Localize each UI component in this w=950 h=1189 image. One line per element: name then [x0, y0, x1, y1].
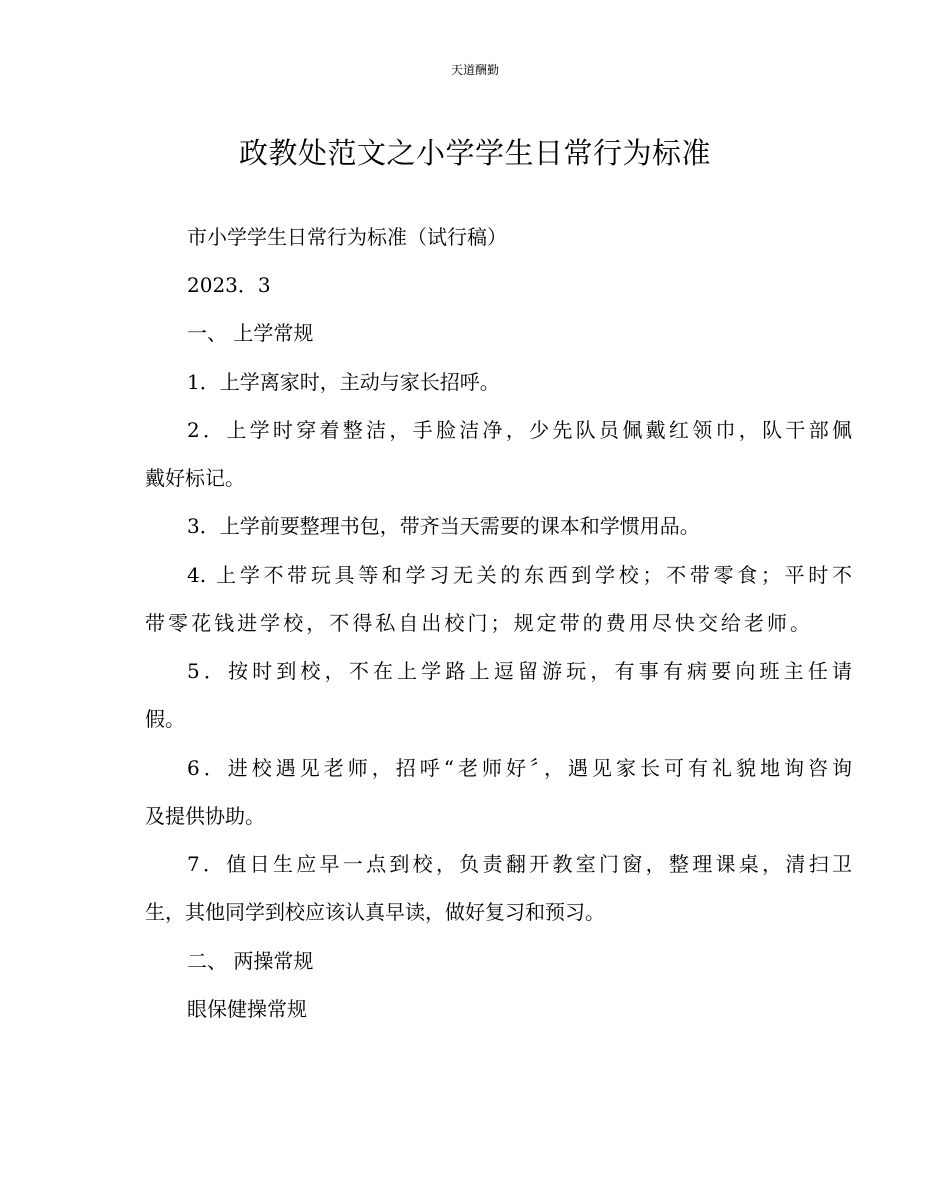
- section-heading: 一、 上学常规: [187, 321, 314, 345]
- paragraph-line: 4. 上学不带玩具等和学习无关的东西到学校；不带零食；平时不: [187, 563, 852, 587]
- paragraph-line: 1．上学离家时，主动与家长招呼。: [187, 370, 500, 394]
- date-line: 2023．3: [187, 273, 271, 297]
- paragraph-line: 6．进校遇见老师，招呼“老师好〞，遇见家长可有礼貌地询咨询: [187, 756, 852, 780]
- subsection-heading: 眼保健操常规: [187, 997, 307, 1021]
- paragraph-line: 及提供协助。: [145, 804, 265, 828]
- paragraph-line: 5．按时到校，不在上学路上逗留游玩，有事有病要向班主任请: [187, 659, 852, 683]
- subtitle-line: 市小学学生日常行为标准（试行稿）: [187, 225, 507, 249]
- paragraph-line: 生，其他同学到校应该认真早读，做好复习和预习。: [145, 900, 605, 924]
- paragraph-line: 7．值日生应早一点到校，负责翻开教室门窗，整理课桌，清扫卫: [187, 852, 852, 876]
- paragraph-line: 戴好标记。: [145, 466, 245, 490]
- paragraph-line: 带零花钱进学校，不得私自出校门；规定带的费用尽快交给老师。: [145, 611, 810, 635]
- document-title: 政教处范文之小学学生日常行为标准: [238, 136, 711, 170]
- paragraph-line: 2．上学时穿着整洁，手脸洁净，少先队员佩戴红领巾，队干部佩: [187, 418, 852, 442]
- paragraph-line: 3．上学前要整理书包，带齐当天需要的课本和学惯用品。: [187, 514, 700, 538]
- page-header: 天道酬勤: [450, 63, 499, 77]
- section-heading: 二、 两操常规: [187, 949, 314, 973]
- paragraph-line: 假。: [145, 707, 185, 731]
